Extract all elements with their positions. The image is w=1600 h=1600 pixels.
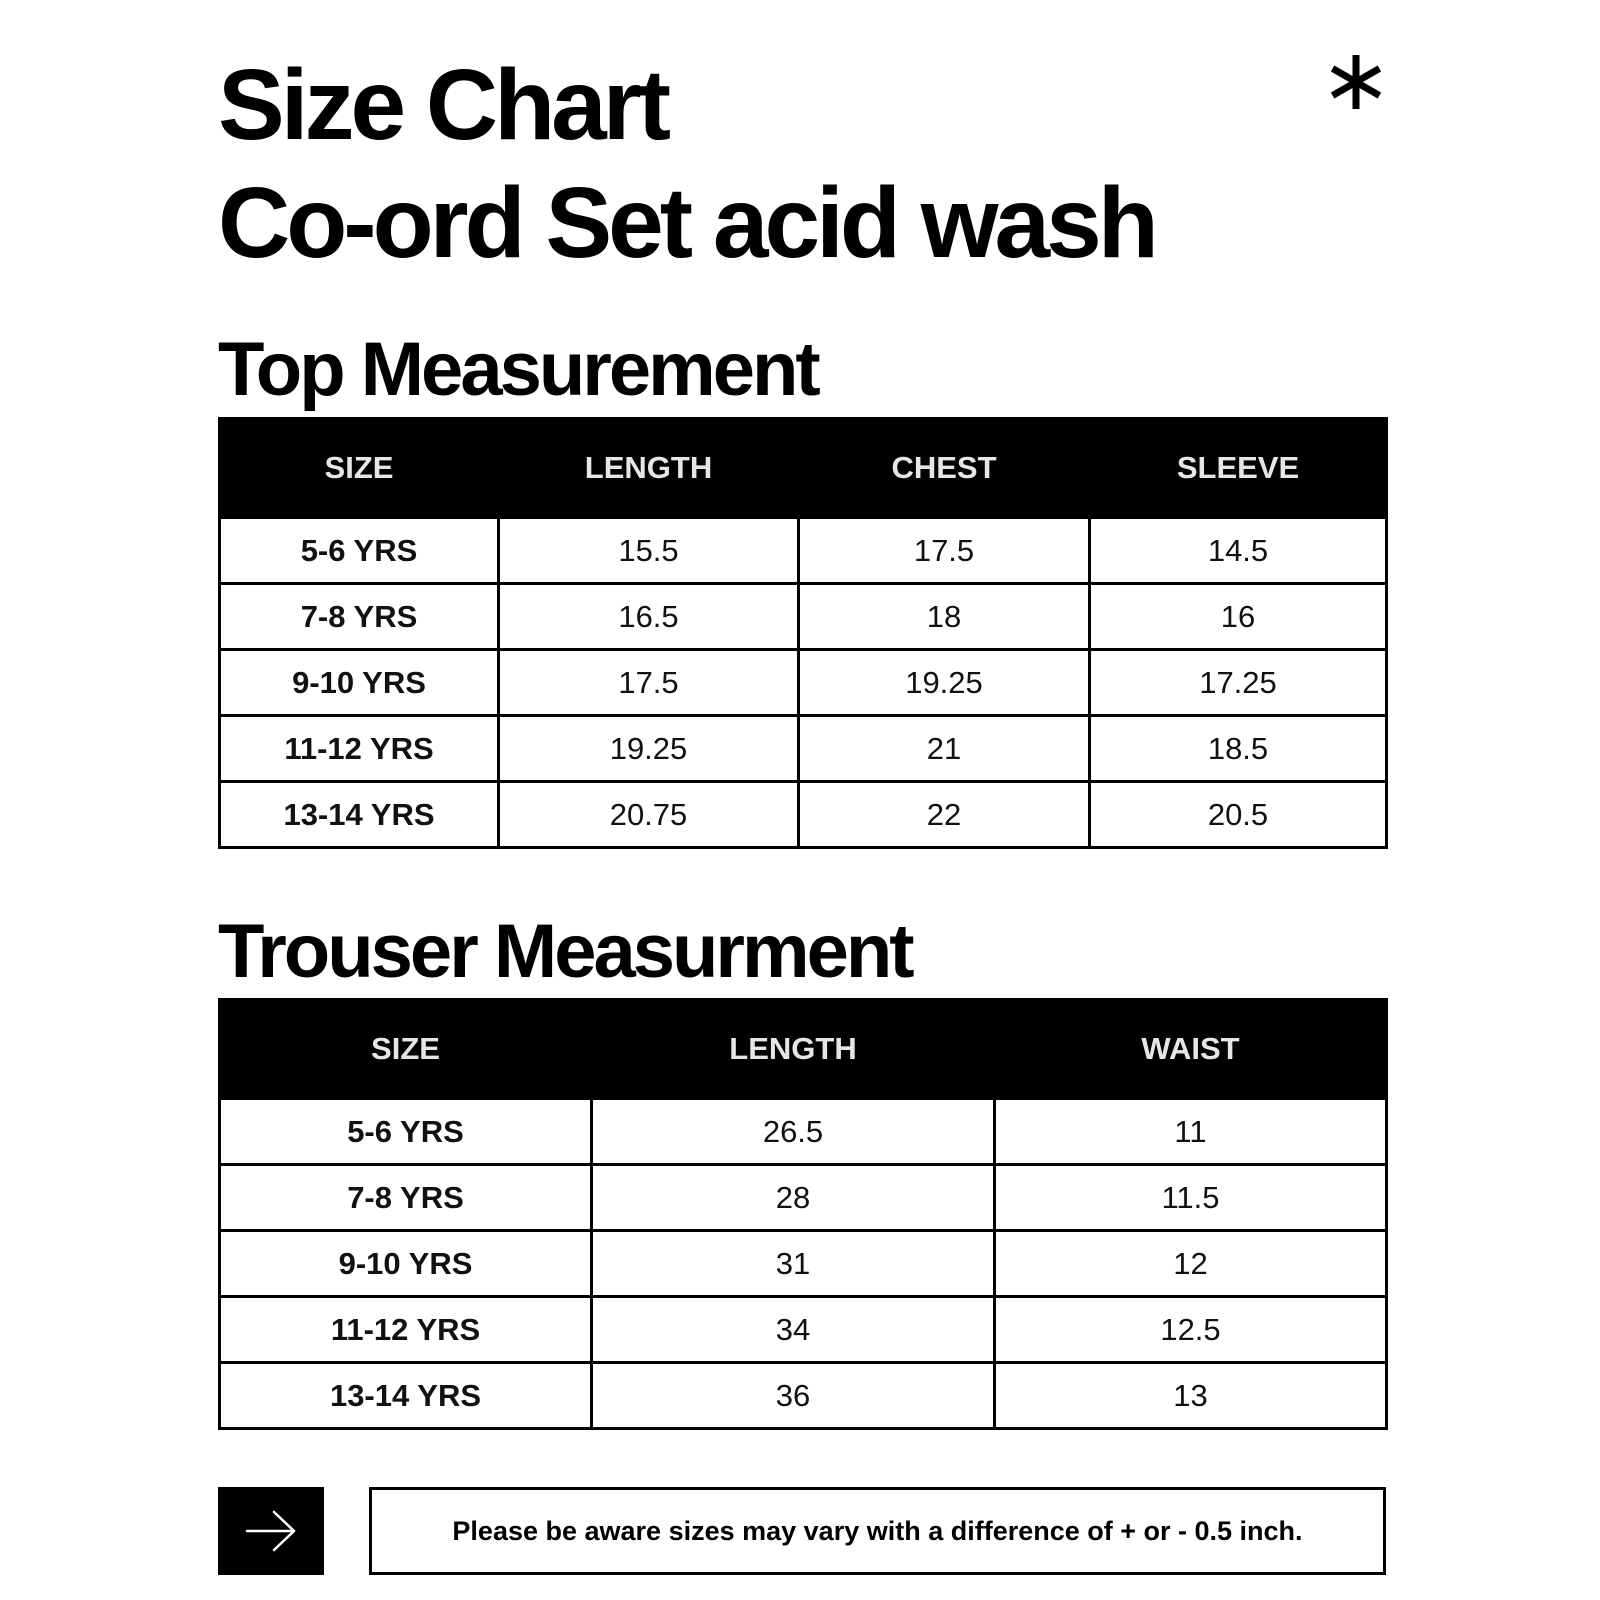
waist-cell: 11 <box>995 1099 1387 1165</box>
table-row <box>220 1231 1387 1297</box>
arrow-right-icon <box>244 1509 298 1553</box>
chest-cell: 18 <box>799 584 1090 650</box>
size-cell: 13-14 YRS <box>220 1363 592 1429</box>
length-cell: 36 <box>592 1363 995 1429</box>
length-cell: 31 <box>592 1231 995 1297</box>
page-title-line-2: Co-ord Set acid wash <box>218 167 1155 279</box>
column-header-waist: WAIST <box>995 1000 1387 1099</box>
length-cell: 16.5 <box>499 584 799 650</box>
table-row <box>220 1099 1387 1165</box>
length-cell: 17.5 <box>499 650 799 716</box>
trouser-measurement-title: Trouser Measurment <box>218 909 912 994</box>
size-cell: 9-10 YRS <box>220 1231 592 1297</box>
column-header-sleeve: SLEEVE <box>1090 419 1387 518</box>
table-row <box>220 1363 1387 1429</box>
length-cell: 28 <box>592 1165 995 1231</box>
size-cell: 11-12 YRS <box>220 1297 592 1363</box>
size-variance-notice <box>369 1487 1386 1575</box>
table-row <box>220 782 1387 848</box>
top-measurement-table <box>218 417 1388 849</box>
sleeve-cell: 18.5 <box>1090 716 1387 782</box>
waist-cell: 12 <box>995 1231 1387 1297</box>
column-header-size: SIZE <box>220 1000 592 1099</box>
arrow-button[interactable] <box>218 1487 324 1575</box>
page-title-line-1: Size Chart <box>218 49 668 161</box>
column-header-size: SIZE <box>220 419 499 518</box>
size-cell: 7-8 YRS <box>220 1165 592 1231</box>
waist-cell: 13 <box>995 1363 1387 1429</box>
chest-cell: 17.5 <box>799 518 1090 584</box>
column-header-length: LENGTH <box>499 419 799 518</box>
table-row <box>220 716 1387 782</box>
table-row <box>220 1297 1387 1363</box>
notice-text: Please be aware sizes may vary with a difference of + or - 0.5 inch. <box>452 1515 1303 1546</box>
length-cell: 34 <box>592 1297 995 1363</box>
sleeve-cell: 20.5 <box>1090 782 1387 848</box>
size-cell: 7-8 YRS <box>220 584 499 650</box>
table-header-row <box>220 419 1387 518</box>
size-cell: 13-14 YRS <box>220 782 499 848</box>
sleeve-cell: 14.5 <box>1090 518 1387 584</box>
table-row <box>220 650 1387 716</box>
sleeve-cell: 17.25 <box>1090 650 1387 716</box>
waist-cell: 11.5 <box>995 1165 1387 1231</box>
chest-cell: 22 <box>799 782 1090 848</box>
table-row <box>220 1165 1387 1231</box>
table-row <box>220 584 1387 650</box>
waist-cell: 12.5 <box>995 1297 1387 1363</box>
column-header-length: LENGTH <box>592 1000 995 1099</box>
length-cell: 20.75 <box>499 782 799 848</box>
length-cell: 15.5 <box>499 518 799 584</box>
page-title <box>218 46 1155 282</box>
asterisk-icon <box>1326 52 1386 112</box>
size-cell: 5-6 YRS <box>220 1099 592 1165</box>
chest-cell: 21 <box>799 716 1090 782</box>
sleeve-cell: 16 <box>1090 584 1387 650</box>
table-row <box>220 518 1387 584</box>
table-header-row <box>220 1000 1387 1099</box>
length-cell: 19.25 <box>499 716 799 782</box>
length-cell: 26.5 <box>592 1099 995 1165</box>
trouser-measurement-table <box>218 998 1388 1430</box>
size-cell: 11-12 YRS <box>220 716 499 782</box>
size-cell: 5-6 YRS <box>220 518 499 584</box>
column-header-chest: CHEST <box>799 419 1090 518</box>
top-measurement-title: Top Measurement <box>218 327 818 412</box>
chest-cell: 19.25 <box>799 650 1090 716</box>
size-cell: 9-10 YRS <box>220 650 499 716</box>
